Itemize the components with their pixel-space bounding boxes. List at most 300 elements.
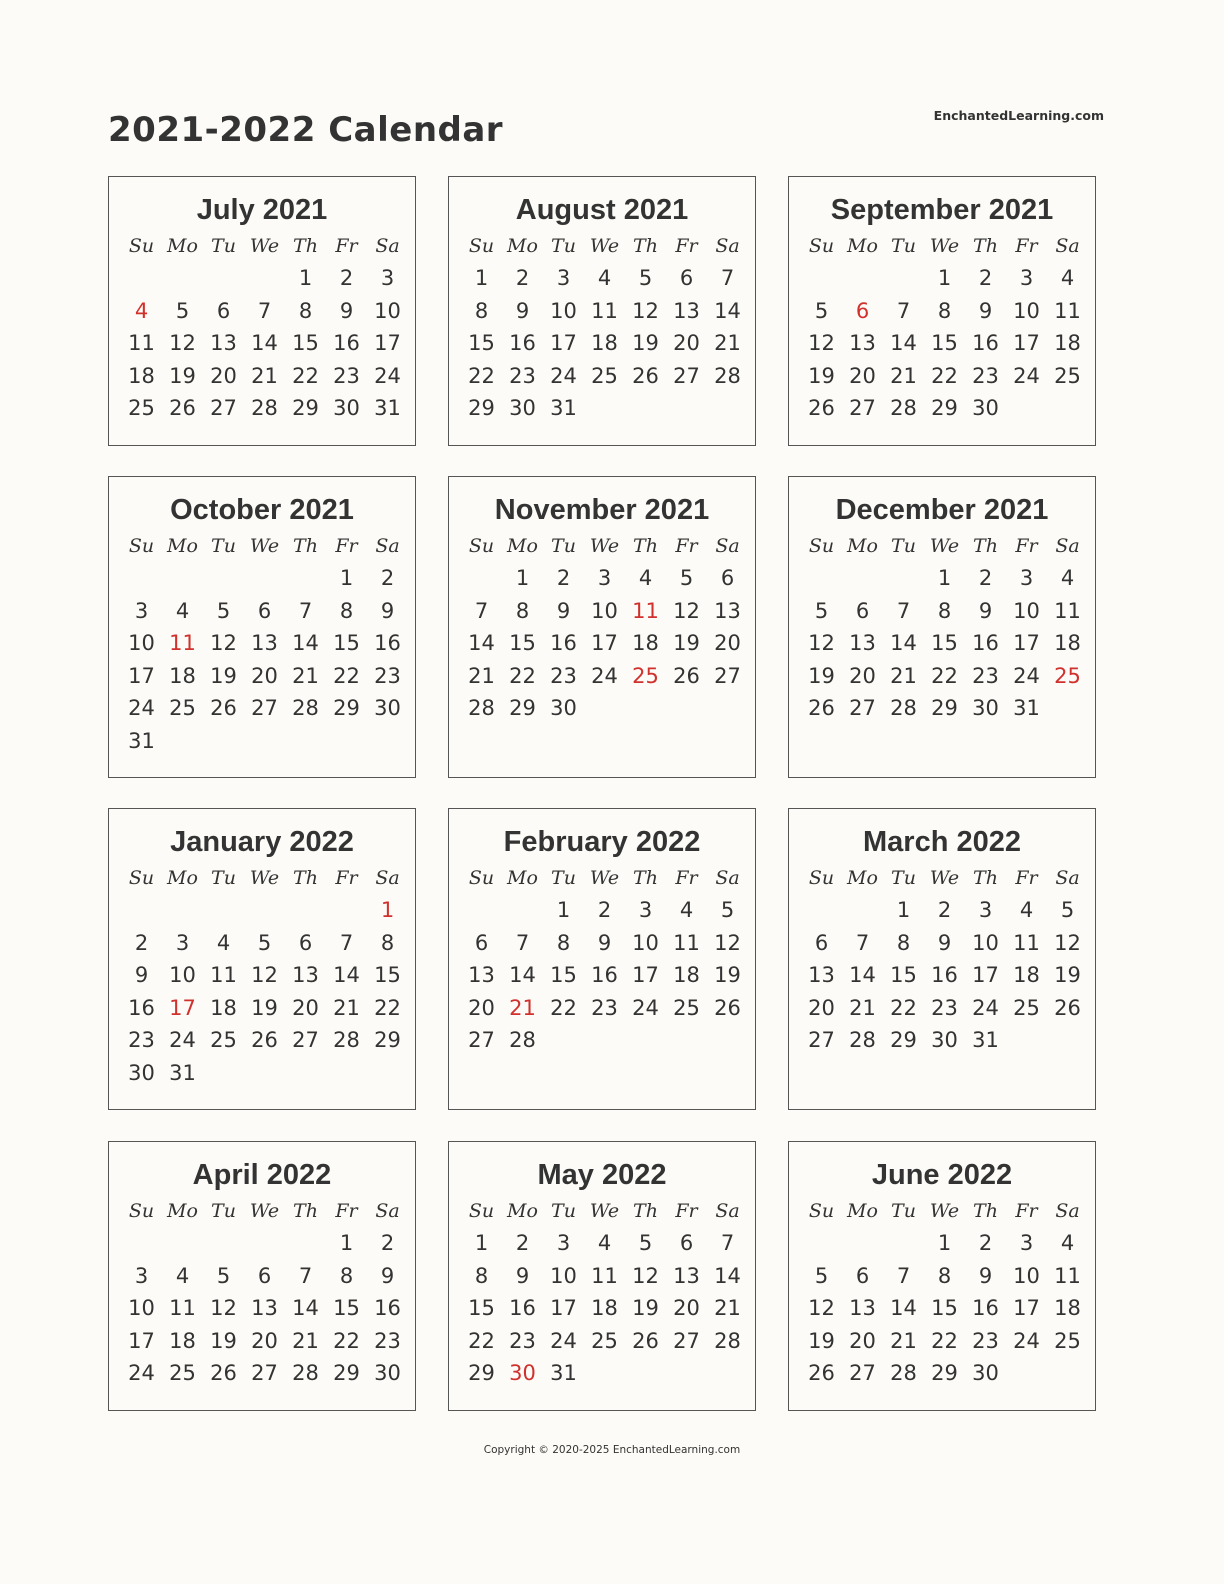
day-cell: 26 [673,663,700,688]
day-cell: 14 [292,631,319,656]
day-cell: 13 [468,963,495,988]
month-card [108,1141,416,1411]
day-cell: 15 [550,963,577,988]
day-cell: 6 [257,1263,272,1288]
weekday-label: We [249,867,280,889]
day-cell: 7 [515,930,530,955]
day-cell: 31 [169,1060,196,1085]
day-cell: 27 [468,1028,495,1053]
day-cell: 12 [1054,930,1081,955]
day-cell: 27 [849,696,876,721]
day-cell: 25 [169,696,196,721]
weekday-label: Mo [167,535,198,557]
empty-day-cell [801,262,842,295]
day-cell: 5 [216,1263,231,1288]
day-cell: 25 [1054,363,1081,388]
day-cell: 18 [591,331,618,356]
day-cell: 22 [468,1328,495,1353]
day-cell: 17 [550,1296,577,1321]
day-cell: 10 [1013,1263,1040,1288]
weekday-label: Su [468,867,495,889]
day-cell: 18 [1054,331,1081,356]
day-cell: 27 [849,1361,876,1386]
weekday-label: Tu [551,535,576,557]
weekday-label: Su [808,535,835,557]
day-cell: 12 [673,598,700,623]
day-cell: 23 [128,1028,155,1053]
day-cell: 8 [298,298,313,323]
day-cell: 9 [380,1263,395,1288]
day-cell: 16 [333,331,360,356]
day-cell: 23 [374,1328,401,1353]
day-cell: 9 [978,1263,993,1288]
day-cell: 20 [251,663,278,688]
empty-day-cell [285,894,326,927]
day-cell: 8 [515,598,530,623]
month-title: July 2021 [196,194,328,226]
day-cell: 15 [468,331,495,356]
empty-day-cell [801,894,842,927]
day-cell: 9 [597,930,612,955]
day-cell: 15 [931,331,958,356]
day-cell: 21 [714,331,741,356]
day-cell: 18 [591,1296,618,1321]
day-cell: 17 [550,331,577,356]
day-cell: 23 [374,663,401,688]
day-cell: 9 [380,598,395,623]
day-cell: 22 [931,363,958,388]
day-cell: 4 [1060,1231,1075,1255]
empty-day-cell [121,562,162,595]
weekday-label: Fr [1015,235,1038,257]
day-cell: 12 [632,298,659,323]
day-cell: 27 [673,1328,700,1353]
day-cell: 29 [931,696,958,721]
day-cell: 27 [808,1028,835,1053]
weekday-label: Su [468,535,495,557]
holiday-day-cell: 21 [509,995,536,1020]
empty-day-cell [801,562,842,595]
day-cell: 17 [374,331,401,356]
day-cell: 16 [550,631,577,656]
day-cell: 17 [128,663,155,688]
day-cell: 29 [931,1361,958,1386]
day-cell: 2 [380,566,395,590]
day-cell: 31 [972,1028,999,1053]
day-cell: 24 [1013,363,1040,388]
weekday-label: We [589,535,620,557]
day-cell: 17 [1013,1296,1040,1321]
month-title: August 2021 [515,194,689,226]
day-cell: 19 [808,1328,835,1353]
day-cell: 19 [673,631,700,656]
day-cell: 8 [339,598,354,623]
day-cell: 1 [339,1231,354,1255]
day-cell: 10 [1013,598,1040,623]
day-cell: 22 [931,1328,958,1353]
day-cell: 26 [808,696,835,721]
day-cell: 30 [128,1060,155,1085]
day-cell: 29 [468,396,495,421]
day-cell: 14 [890,1296,917,1321]
weekday-label: Sa [1055,1200,1080,1222]
day-cell: 15 [333,631,360,656]
weekday-label: Su [128,867,155,889]
empty-day-cell [203,562,244,595]
day-cell: 18 [169,663,196,688]
day-cell: 10 [169,963,196,988]
day-cell: 10 [972,930,999,955]
day-cell: 5 [679,566,694,590]
weekday-label: Th [293,535,318,557]
day-cell: 26 [808,396,835,421]
day-cell: 7 [339,930,354,955]
day-cell: 2 [339,266,354,290]
weekday-label: Th [293,867,318,889]
day-grid [801,230,1095,425]
day-cell: 26 [1054,995,1081,1020]
day-cell: 16 [128,995,155,1020]
day-cell: 11 [210,963,237,988]
day-cell: 30 [374,696,401,721]
empty-day-cell [883,262,924,295]
month-card [448,808,756,1110]
holiday-day-cell: 11 [632,598,659,623]
day-cell: 18 [673,963,700,988]
day-cell: 23 [972,363,999,388]
weekday-label: Th [633,867,658,889]
day-cell: 3 [134,598,149,623]
month-title: February 2022 [503,826,701,858]
day-cell: 24 [1013,1328,1040,1353]
day-cell: 3 [1019,1231,1034,1255]
day-cell: 27 [210,396,237,421]
weekday-label: Su [128,235,155,257]
weekday-label: Tu [551,235,576,257]
empty-day-cell [162,894,203,927]
weekday-label: We [929,235,960,257]
day-cell: 16 [972,1296,999,1321]
day-cell: 7 [720,1231,735,1255]
day-cell: 4 [175,1263,190,1288]
day-cell: 6 [855,1263,870,1288]
day-cell: 13 [292,963,319,988]
day-cell: 15 [931,1296,958,1321]
day-cell: 24 [550,1328,577,1353]
day-cell: 4 [175,598,190,623]
weekday-label: Tu [211,867,236,889]
weekday-label: Sa [375,867,400,889]
day-cell: 10 [128,1296,155,1321]
day-cell: 6 [679,1231,694,1255]
weekday-label: Fr [675,535,698,557]
month-title: November 2021 [494,494,710,526]
day-cell: 16 [509,331,536,356]
day-cell: 30 [972,1361,999,1386]
page-title: 2021-2022 Calendar [108,110,504,150]
day-cell: 30 [972,396,999,421]
day-cell: 2 [937,898,952,922]
day-cell: 31 [374,396,401,421]
month-card [448,476,756,778]
weekday-label: Th [973,235,998,257]
day-cell: 16 [374,631,401,656]
day-cell: 11 [1054,598,1081,623]
day-cell: 22 [890,995,917,1020]
month-card [448,176,756,446]
empty-day-cell [461,562,502,595]
holiday-day-cell: 11 [169,631,196,656]
day-cell: 25 [673,995,700,1020]
day-cell: 28 [333,1028,360,1053]
day-cell: 12 [632,1263,659,1288]
empty-day-cell [801,1227,842,1260]
weekday-label: Tu [891,235,916,257]
day-cell: 18 [632,631,659,656]
day-grid [801,862,1095,1057]
site-name: EnchantedLearning.com [933,108,1104,123]
day-cell: 23 [931,995,958,1020]
day-cell: 21 [292,1328,319,1353]
day-cell: 28 [509,1028,536,1053]
weekday-label: Sa [1055,535,1080,557]
weekday-label: Mo [507,867,538,889]
month-title: June 2022 [871,1159,1013,1191]
day-cell: 29 [292,396,319,421]
day-cell: 28 [292,696,319,721]
empty-day-cell [326,894,367,927]
day-cell: 5 [175,298,190,323]
weekday-label: We [249,235,280,257]
day-cell: 7 [298,598,313,623]
day-cell: 27 [849,396,876,421]
day-cell: 10 [591,598,618,623]
weekday-label: Th [973,535,998,557]
day-cell: 13 [849,331,876,356]
month-title: September 2021 [830,194,1054,226]
day-cell: 12 [169,331,196,356]
day-cell: 9 [134,963,149,988]
day-cell: 8 [339,1263,354,1288]
day-cell: 22 [333,663,360,688]
day-cell: 10 [550,298,577,323]
day-cell: 25 [1054,1328,1081,1353]
day-cell: 2 [556,566,571,590]
month-title: April 2022 [192,1159,332,1191]
day-cell: 13 [849,1296,876,1321]
day-cell: 5 [216,598,231,623]
day-cell: 21 [890,1328,917,1353]
weekday-label: Mo [167,1200,198,1222]
day-cell: 16 [972,631,999,656]
day-cell: 25 [128,396,155,421]
day-cell: 10 [374,298,401,323]
day-cell: 31 [550,1361,577,1386]
weekday-label: Mo [847,1200,878,1222]
weekday-label: Th [633,1200,658,1222]
day-cell: 24 [632,995,659,1020]
weekday-label: Sa [715,867,740,889]
weekday-label: We [249,1200,280,1222]
day-cell: 8 [937,1263,952,1288]
empty-day-cell [162,1227,203,1260]
day-cell: 24 [1013,663,1040,688]
weekday-label: We [929,535,960,557]
day-cell: 9 [556,598,571,623]
day-cell: 29 [890,1028,917,1053]
weekday-label: Th [633,235,658,257]
month-card [448,1141,756,1411]
day-cell: 25 [591,363,618,388]
day-cell: 21 [890,363,917,388]
day-cell: 18 [1013,963,1040,988]
day-cell: 12 [714,930,741,955]
weekday-label: Mo [167,235,198,257]
day-cell: 9 [978,598,993,623]
day-cell: 7 [720,266,735,290]
day-cell: 11 [591,298,618,323]
day-cell: 16 [972,331,999,356]
weekday-label: Th [973,1200,998,1222]
day-cell: 14 [251,331,278,356]
empty-day-cell [203,894,244,927]
day-cell: 18 [128,363,155,388]
day-cell: 22 [292,363,319,388]
day-cell: 13 [673,1263,700,1288]
day-cell: 4 [597,266,612,290]
day-cell: 4 [1060,566,1075,590]
day-cell: 14 [509,963,536,988]
empty-day-cell [883,562,924,595]
day-cell: 15 [333,1296,360,1321]
holiday-day-cell: 4 [134,298,149,323]
weekday-label: We [929,1200,960,1222]
day-cell: 28 [714,1328,741,1353]
day-cell: 30 [374,1361,401,1386]
day-cell: 28 [849,1028,876,1053]
day-cell: 28 [890,696,917,721]
day-cell: 4 [638,566,653,590]
day-cell: 28 [468,696,495,721]
day-cell: 2 [380,1231,395,1255]
day-cell: 11 [1054,1263,1081,1288]
weekday-label: Th [293,1200,318,1222]
day-cell: 3 [597,566,612,590]
day-cell: 26 [632,363,659,388]
day-cell: 14 [468,631,495,656]
day-cell: 1 [339,566,354,590]
day-cell: 24 [128,696,155,721]
day-cell: 20 [849,1328,876,1353]
day-cell: 20 [292,995,319,1020]
weekday-label: Th [973,867,998,889]
day-cell: 4 [597,1231,612,1255]
day-cell: 14 [849,963,876,988]
empty-day-cell [244,894,285,927]
day-cell: 20 [673,331,700,356]
holiday-day-cell: 30 [509,1361,536,1386]
weekday-label: Tu [211,535,236,557]
day-cell: 24 [550,363,577,388]
day-cell: 18 [210,995,237,1020]
month-card [108,476,416,778]
weekday-label: Tu [551,1200,576,1222]
weekday-label: Th [633,535,658,557]
day-cell: 12 [210,1296,237,1321]
weekday-label: Sa [1055,235,1080,257]
day-cell: 27 [714,663,741,688]
day-cell: 14 [714,298,741,323]
empty-day-cell [244,562,285,595]
day-cell: 15 [931,631,958,656]
day-cell: 5 [814,1263,829,1288]
weekday-label: Fr [675,867,698,889]
day-cell: 22 [468,363,495,388]
day-cell: 27 [251,1361,278,1386]
empty-day-cell [244,262,285,295]
day-cell: 20 [714,631,741,656]
day-grid [121,530,415,758]
day-cell: 6 [720,566,735,590]
day-cell: 24 [128,1361,155,1386]
day-cell: 27 [292,1028,319,1053]
day-cell: 25 [1013,995,1040,1020]
day-cell: 23 [972,663,999,688]
day-cell: 16 [591,963,618,988]
day-cell: 1 [937,266,952,290]
day-cell: 9 [339,298,354,323]
day-cell: 6 [257,598,272,623]
weekday-label: Sa [715,1200,740,1222]
weekday-label: Fr [335,867,358,889]
day-cell: 7 [855,930,870,955]
day-cell: 20 [849,663,876,688]
day-cell: 11 [591,1263,618,1288]
day-cell: 1 [937,566,952,590]
day-cell: 12 [808,631,835,656]
weekday-label: Mo [167,867,198,889]
month-card [788,476,1096,778]
weekday-label: Tu [891,1200,916,1222]
day-cell: 3 [1019,566,1034,590]
day-cell: 3 [1019,266,1034,290]
day-cell: 8 [556,930,571,955]
weekday-label: Fr [1015,1200,1038,1222]
day-cell: 25 [210,1028,237,1053]
day-cell: 11 [673,930,700,955]
empty-day-cell [502,894,543,927]
day-cell: 19 [714,963,741,988]
day-cell: 17 [591,631,618,656]
weekday-label: Sa [715,235,740,257]
day-cell: 15 [890,963,917,988]
day-cell: 30 [931,1028,958,1053]
day-cell: 20 [673,1296,700,1321]
day-cell: 11 [1054,298,1081,323]
day-cell: 12 [808,1296,835,1321]
day-cell: 23 [591,995,618,1020]
day-cell: 9 [515,298,530,323]
copyright-notice: Copyright © 2020-2025 EnchantedLearning.com [483,1444,741,1456]
weekday-label: Fr [335,1200,358,1222]
weekday-label: Su [128,1200,155,1222]
day-cell: 27 [673,363,700,388]
weekday-label: Fr [335,235,358,257]
day-cell: 3 [380,266,395,290]
day-cell: 6 [216,298,231,323]
day-cell: 26 [169,396,196,421]
day-cell: 21 [333,995,360,1020]
